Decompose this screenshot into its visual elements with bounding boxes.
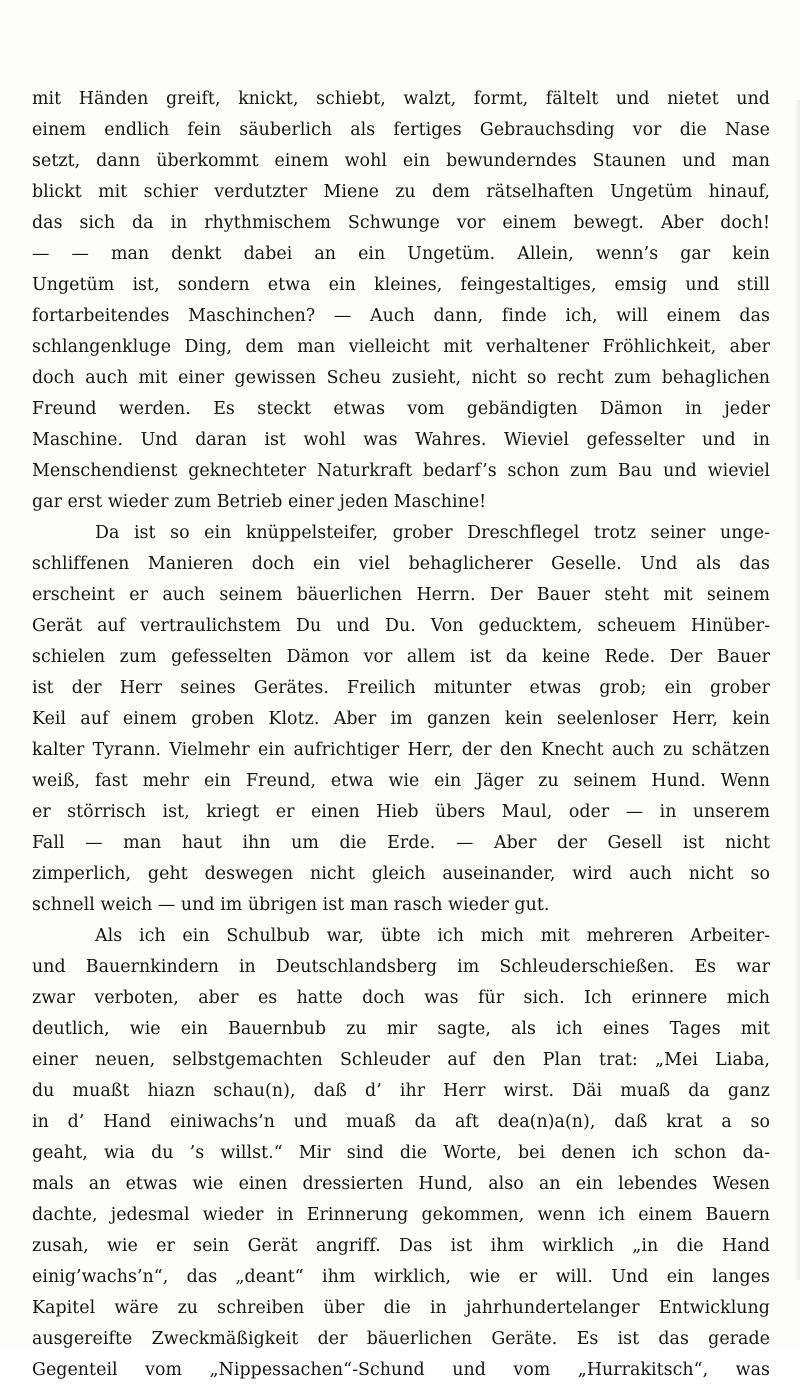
text-line: gar erst wieder zum Betrieb einer jeden Maschine! [32,492,487,512]
text-line: dachte, jedesmal wieder in Erinnerung gekommen, wenn ich einem Bauern [32,1205,770,1225]
text-line: doch auch mit einer gewissen Scheu zusieht, nicht so recht zum behaglichen [32,368,770,388]
text-line: Menschendienst geknechteter Naturkraft bedarf’s schon zum Bau und wieviel [32,461,770,481]
text-line: Kapitel wäre zu schreiben über die in jahrhundertelanger Entwicklung [32,1298,770,1318]
text-line: — — man denkt dabei an ein Ungetüm. Allein, wenn’s gar kein [32,244,770,264]
text-line: mit Händen greift, knickt, schiebt, walzt, formt, fältelt und nietet und [32,89,770,109]
text-line: Da ist so ein knüppelsteifer, grober Dreschflegel trotz seiner unge- [95,523,770,543]
text-line: erscheint er auch seinem bäuerlichen Herrn. Der Bauer steht mit seinem [32,585,770,605]
page-edge-shadow [794,100,800,1280]
text-line: weiß, fast mehr ein Freund, etwa wie ein Jäger zu seinem Hund. Wenn [32,771,770,791]
text-line: kalter Tyrann. Vielmehr ein aufrichtiger Herr, der den Knecht auch zu schätzen [32,740,770,760]
text-line: einem endlich fein säuberlich als fertiges Gebrauchsding vor die Nase [32,120,770,140]
text-line: einer neuen, selbstgemachten Schleuder auf den Plan trat: „Mei Liaba, [32,1050,770,1070]
text-line: mals an etwas wie einen dressierten Hund, also an ein lebendes Wesen [32,1174,770,1194]
text-line: das sich da in rhythmischem Schwunge vor einem bewegt. Aber doch! [32,213,770,233]
text-line: ausgereifte Zweckmäßigkeit der bäuerlichen Geräte. Es ist das gerade [32,1329,770,1349]
text-line: fortarbeitendes Maschinchen? — Auch dann, finde ich, will einem das [32,306,770,326]
text-line: schlangenkluge Ding, dem man vielleicht mit verhaltener Fröhlichkeit, aber [32,337,770,357]
text-line: Fall — man haut ihn um die Erde. — Aber der Gesell ist nicht [32,833,770,853]
text-line: zwar verboten, aber es hatte doch was für sich. Ich erinnere mich [32,988,770,1008]
text-line: ist der Herr seines Gerätes. Freilich mitunter etwas grob; ein grober [32,678,770,698]
text-line: geaht, wia du ’s willst.“ Mir sind die Worte, bei denen ich schon da- [32,1143,770,1163]
paragraph-2 [32,518,770,921]
text-line: schnell weich — und im übrigen ist man rasch wieder gut. [32,895,550,915]
text-line: Gegenteil vom „Nippessachen“-Schund und vom „Hurrakitsch“, was [32,1360,770,1380]
text-line: schielen zum gefesselten Dämon vor allem ist da keine Rede. Der Bauer [32,647,770,667]
text-line: und Bauernkindern in Deutschlandsberg im Schleuderschießen. Es war [32,957,770,977]
text-line: er störrisch ist, kriegt er einen Hieb übers Maul, oder — in unserem [32,802,770,822]
body-text [32,84,770,1386]
text-line: setzt, dann überkommt einem wohl ein bewunderndes Staunen und man [32,151,770,171]
text-line: in d’ Hand einiwachs’n und muaß da aft dea(n)a(n), daß krat a so [32,1112,770,1132]
text-line: Freund werden. Es steckt etwas vom gebändigten Dämon in jeder [32,399,770,419]
text-line: blickt mit schier verdutzter Miene zu dem rätselhaften Ungetüm hinauf, [32,182,770,202]
text-line: zusah, wie er sein Gerät angriff. Das ist ihm wirklich „in die Hand [32,1236,770,1256]
text-line: einig’wachs’n“, das „deant“ ihm wirklich, wie er will. Und ein langes [32,1267,770,1287]
text-line: Ungetüm ist, sondern etwa ein kleines, feingestaltiges, emsig und still [32,275,770,295]
text-line: Keil auf einem groben Klotz. Aber im ganzen kein seelenloser Herr, kein [32,709,770,729]
text-line: Als ich ein Schulbub war, übte ich mich mit mehreren Arbeiter- [95,926,770,946]
text-line: Gerät auf vertraulichstem Du und Du. Von geducktem, scheuem Hinüber- [32,616,770,636]
text-line: du muaßt hiazn schau(n), daß d’ ihr Herr wirst. Däi muaß da ganz [32,1081,770,1101]
text-line: Maschine. Und daran ist wohl was Wahres. Wieviel gefesselter und in [32,430,770,450]
text-line: deutlich, wie ein Bauernbub zu mir sagte, als ich eines Tages mit [32,1019,770,1039]
paragraph-3 [32,921,770,1386]
text-line: schliffenen Manieren doch ein viel behaglicherer Geselle. Und als das [32,554,770,574]
paragraph-1 [32,84,770,518]
text-line: zimperlich, geht deswegen nicht gleich auseinander, wird auch nicht so [32,864,770,884]
